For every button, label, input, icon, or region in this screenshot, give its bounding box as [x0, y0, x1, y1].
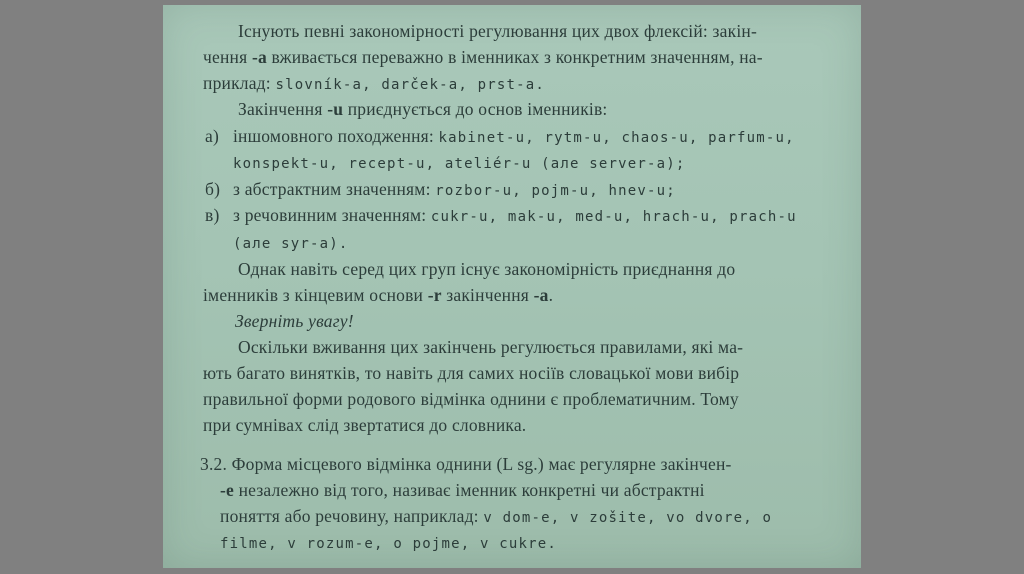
paragraph1-line3	[203, 72, 545, 96]
text-span: Зверніть увагу!	[235, 311, 354, 331]
text-span: вживається переважно в іменниках з конкретним значенням, на-	[266, 47, 763, 67]
list-label: в)	[205, 205, 220, 225]
examples: cukr-u, mak-u, med-u, hrach-u, prach-u	[430, 209, 797, 225]
paragraph3-line1	[238, 258, 735, 280]
ending-a: -а	[251, 47, 267, 67]
note-line3	[203, 388, 739, 410]
examples: kabinet-u, rytm-u, chaos-u, parfum-u,	[438, 130, 795, 146]
examples: v dom-e, v zošite, vo dvore, o	[483, 510, 773, 526]
list-item-c	[205, 204, 797, 228]
note-heading	[235, 310, 354, 332]
paragraph1-line2	[203, 46, 763, 68]
list-label: а)	[205, 126, 219, 146]
text-span: приєднується до основ іменників:	[343, 99, 608, 119]
list-item-a	[205, 125, 795, 149]
text-span: Оскільки вживання цих закінчень регулюється правилами, які ма-	[238, 337, 744, 357]
book-page-photo	[163, 5, 861, 568]
text-span: незалежно від того, називає іменник конкретні чи абстрактні	[234, 480, 705, 500]
text-span: при сумнівах слід звертатися до словника.	[203, 415, 527, 435]
paragraph2-intro	[238, 98, 608, 120]
section32-line4	[220, 531, 557, 555]
note-line2	[203, 362, 739, 384]
paragraph3-line2	[203, 284, 553, 306]
text-span: чення	[203, 47, 252, 67]
examples: rozbor-u, pojm-u, hnev-u;	[435, 183, 676, 199]
examples: konspekt-u, recept-u, ateliér-u (але server-a);	[233, 156, 686, 172]
text-span: іншомовного походження:	[233, 126, 439, 146]
text-span: поняття або речовину, наприклад:	[220, 506, 484, 526]
note-line1	[238, 336, 743, 358]
section32-line1	[200, 453, 732, 475]
note-line4	[203, 414, 526, 436]
text-span: ють багато винятків, то навіть для самих носіїв словацької мови вибір	[203, 363, 740, 383]
ending-r: -r	[427, 285, 442, 305]
text-span: іменників з кінцевим основи	[203, 285, 428, 305]
text-span: з речовинним значенням:	[233, 205, 431, 225]
section32-line3	[220, 505, 772, 529]
ending-e: -е	[220, 480, 234, 500]
list-item-b	[205, 178, 676, 202]
examples: slovník-a, darček-a, prst-a.	[275, 77, 546, 93]
page-text	[163, 5, 861, 568]
examples: filme, v rozum-e, o pojme, v cukre.	[220, 536, 558, 552]
text-span: .	[548, 285, 554, 305]
text-span: Однак навіть серед цих груп існує закономірність приєднання до	[238, 259, 736, 279]
text-span: Існують певні закономірності регулювання цих двох флексій: закін-	[238, 21, 757, 41]
text-span: правильної форми родового відмінка однини є проблематичним. Тому	[203, 389, 739, 409]
ending-u: -u	[327, 99, 344, 119]
list-item-c-cont	[233, 231, 349, 255]
section32-line2	[220, 479, 705, 501]
text-span: Закінчення	[238, 99, 328, 119]
text-span: закінчення	[441, 285, 534, 305]
text-span: з абстрактним значенням:	[233, 179, 436, 199]
paragraph1-line1	[238, 20, 757, 42]
list-label: б)	[205, 179, 221, 199]
ending-a: -а	[533, 285, 549, 305]
examples: (але syr-a).	[233, 236, 349, 252]
text-span: приклад:	[203, 73, 276, 93]
list-item-a-cont	[233, 151, 686, 175]
text-span: 3.2. Форма місцевого відмінка однини (L sg.) має регулярне закінчен-	[200, 454, 732, 474]
